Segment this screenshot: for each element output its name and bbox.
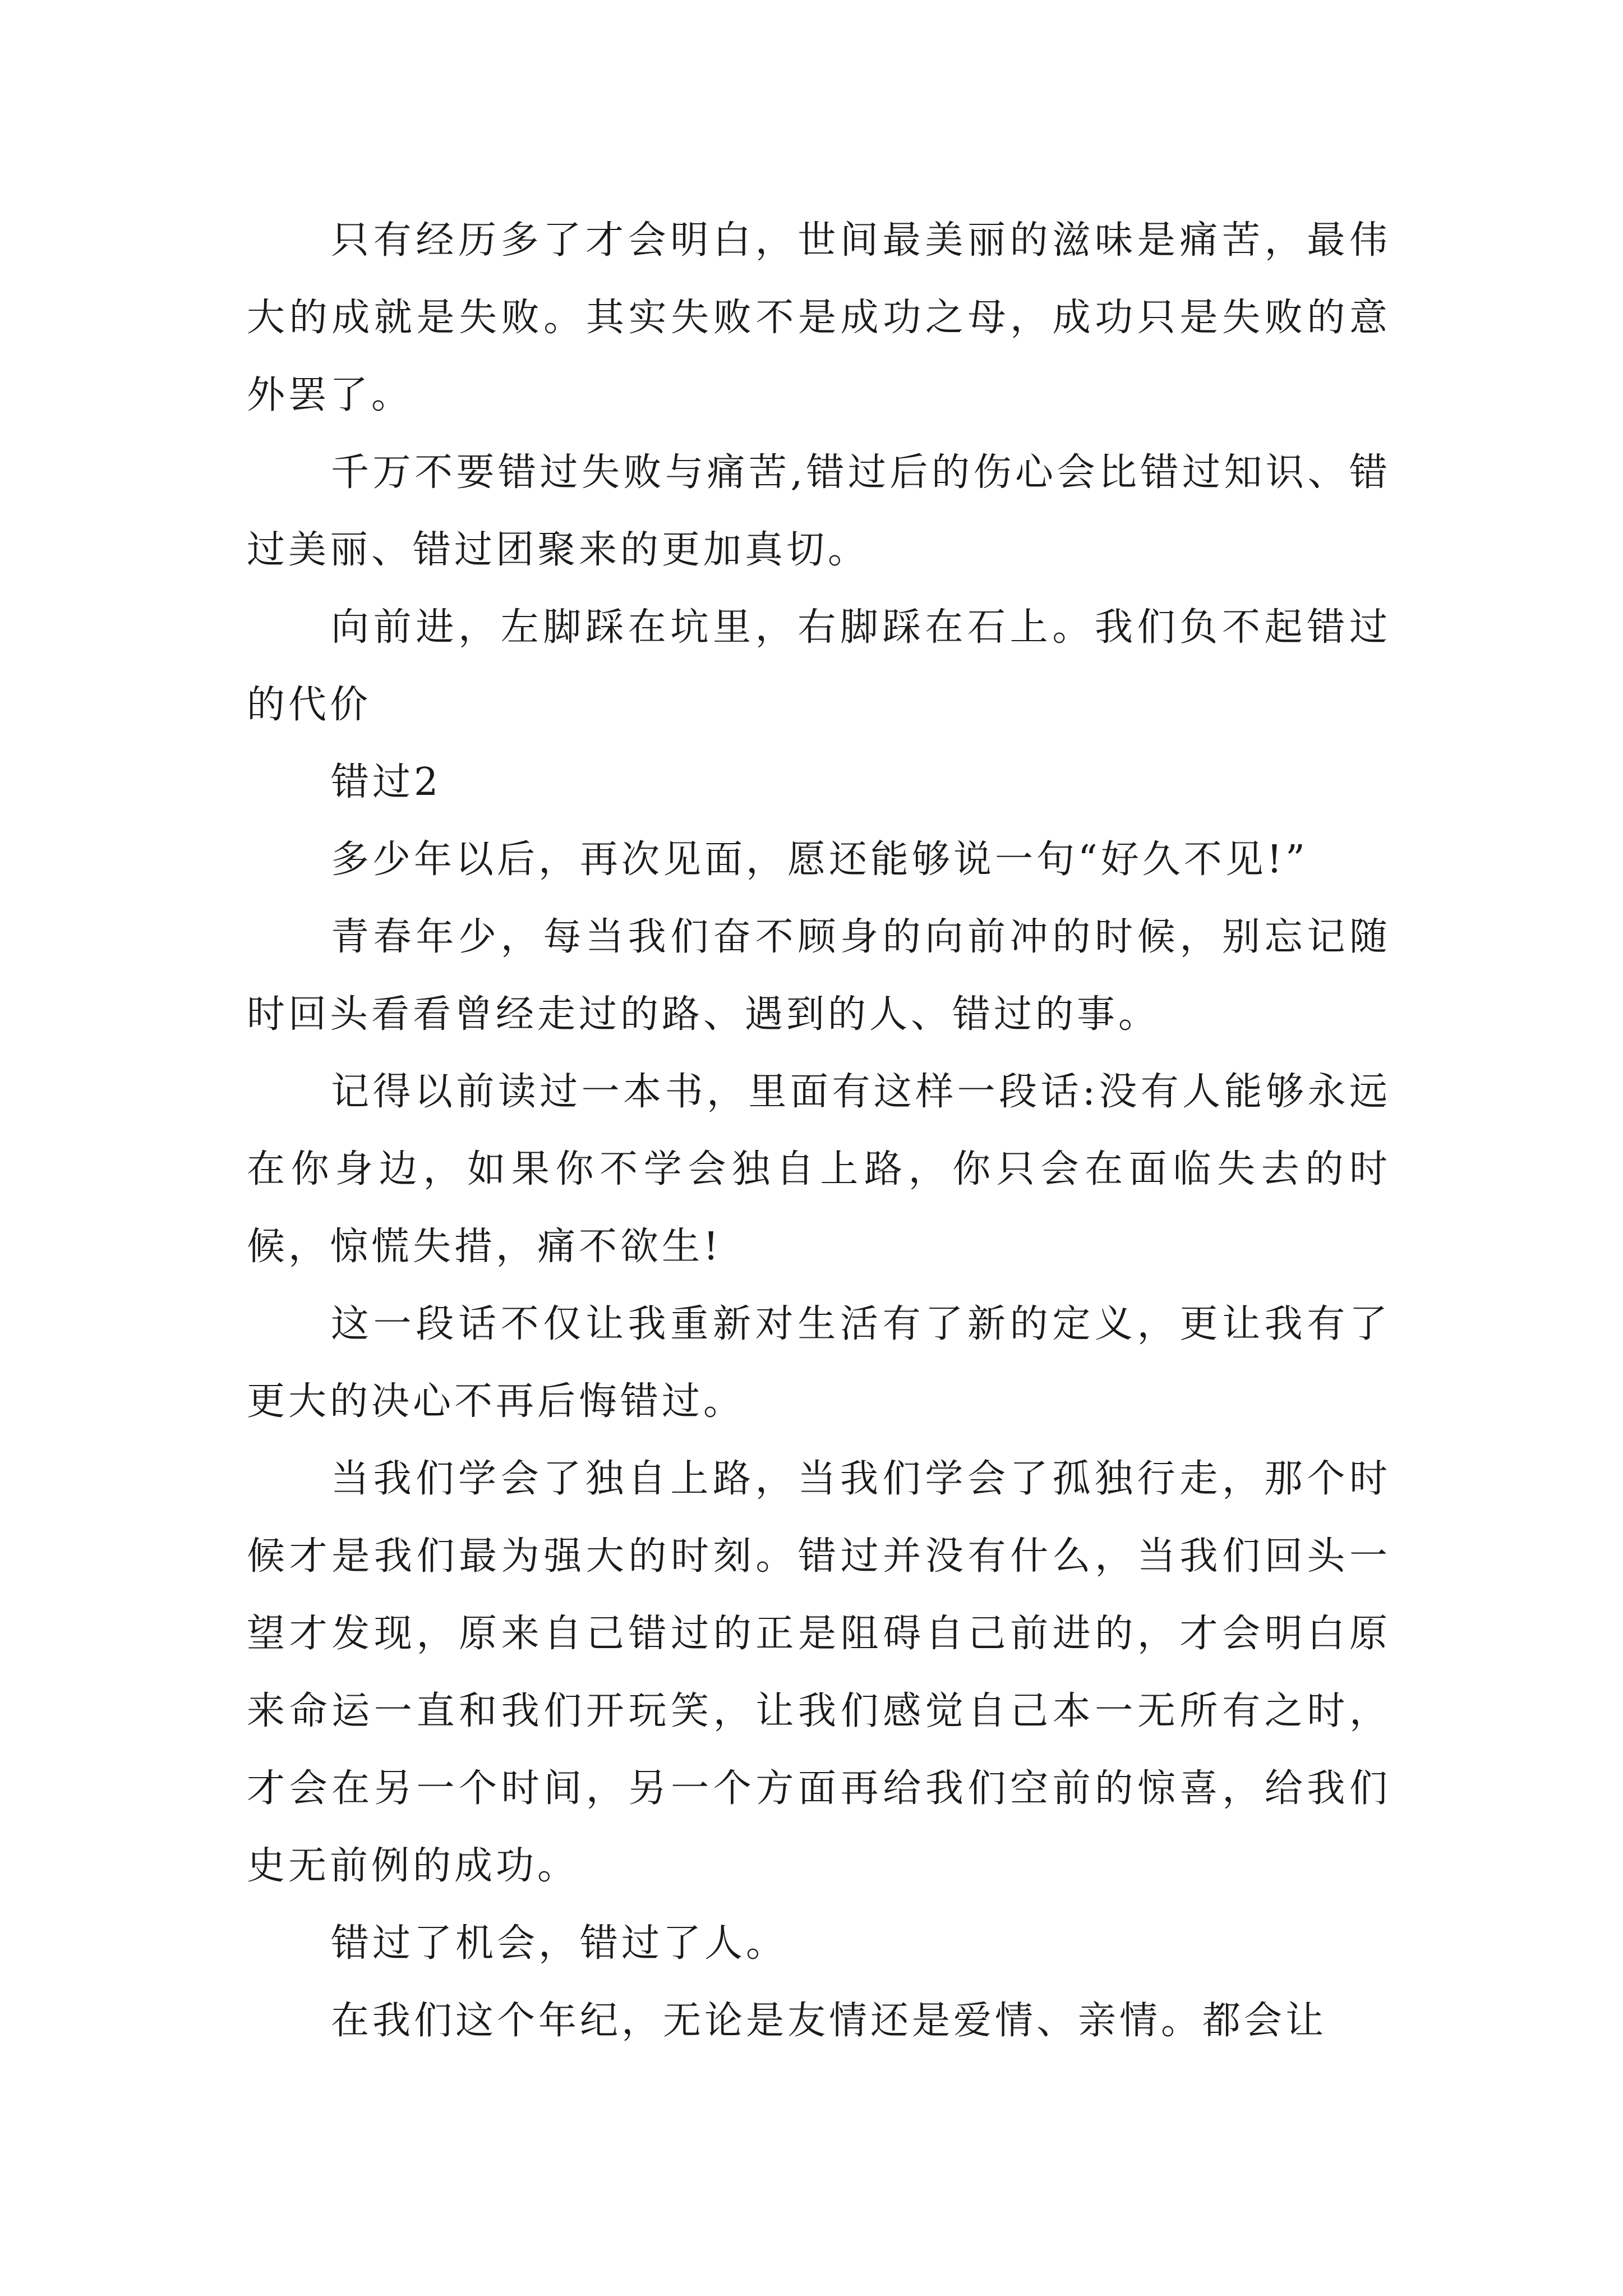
paragraph: 向前进，左脚踩在坑里，右脚踩在石上。我们负不起错过的代价 (247, 605, 1391, 727)
paragraph: 青春年少，每当我们奋不顾身的向前冲的时候，别忘记随时回头看看曾经走过的路、遇到的人、错过的事。 (247, 915, 1391, 1037)
paragraph: 当我们学会了独自上路，当我们学会了孤独行走，那个时候才是我们最为强大的时刻。错过并没有什么，当我们回头一望才发现，原来自己错过的正是阻碍自己前进的，才会明白原来命运一直和我们开玩笑，让我们感觉自己本一无所有之时，才会在另一个时间，另一个方面再给我们空前的惊喜，给我们史无前例的成功。 (247, 1457, 1391, 1888)
paragraph: 错过了机会，错过了人。 (331, 1921, 788, 1966)
paragraph: 只有经历多了才会明白，世间最美丽的滋味是痛苦，最伟大的成就是失败。其实失败不是成功之母，成功只是失败的意外罢了。 (247, 218, 1391, 417)
paragraph: 在我们这个年纪，无论是友情还是爱情、亲情。都会让 (331, 1999, 1327, 2043)
paragraph: 多少年以后，再次见面，愿还能够说一句“好久不见!” (331, 838, 1308, 882)
paragraph: 这一段话不仅让我重新对生活有了新的定义，更让我有了更大的决心不再后悔错过。 (247, 1302, 1391, 1424)
section-heading: 错过2 (331, 760, 442, 804)
paragraph: 千万不要错过失败与痛苦,错过后的伤心会比错过知识、错过美丽、错过团聚来的更加真切。 (247, 450, 1391, 572)
paragraph: 记得以前读过一本书，里面有这样一段话:没有人能够永远在你身边，如果你不学会独自上路，你只会在面临失去的时候，惊慌失措，痛不欲生! (247, 1070, 1391, 1269)
document-body (247, 202, 1391, 2060)
